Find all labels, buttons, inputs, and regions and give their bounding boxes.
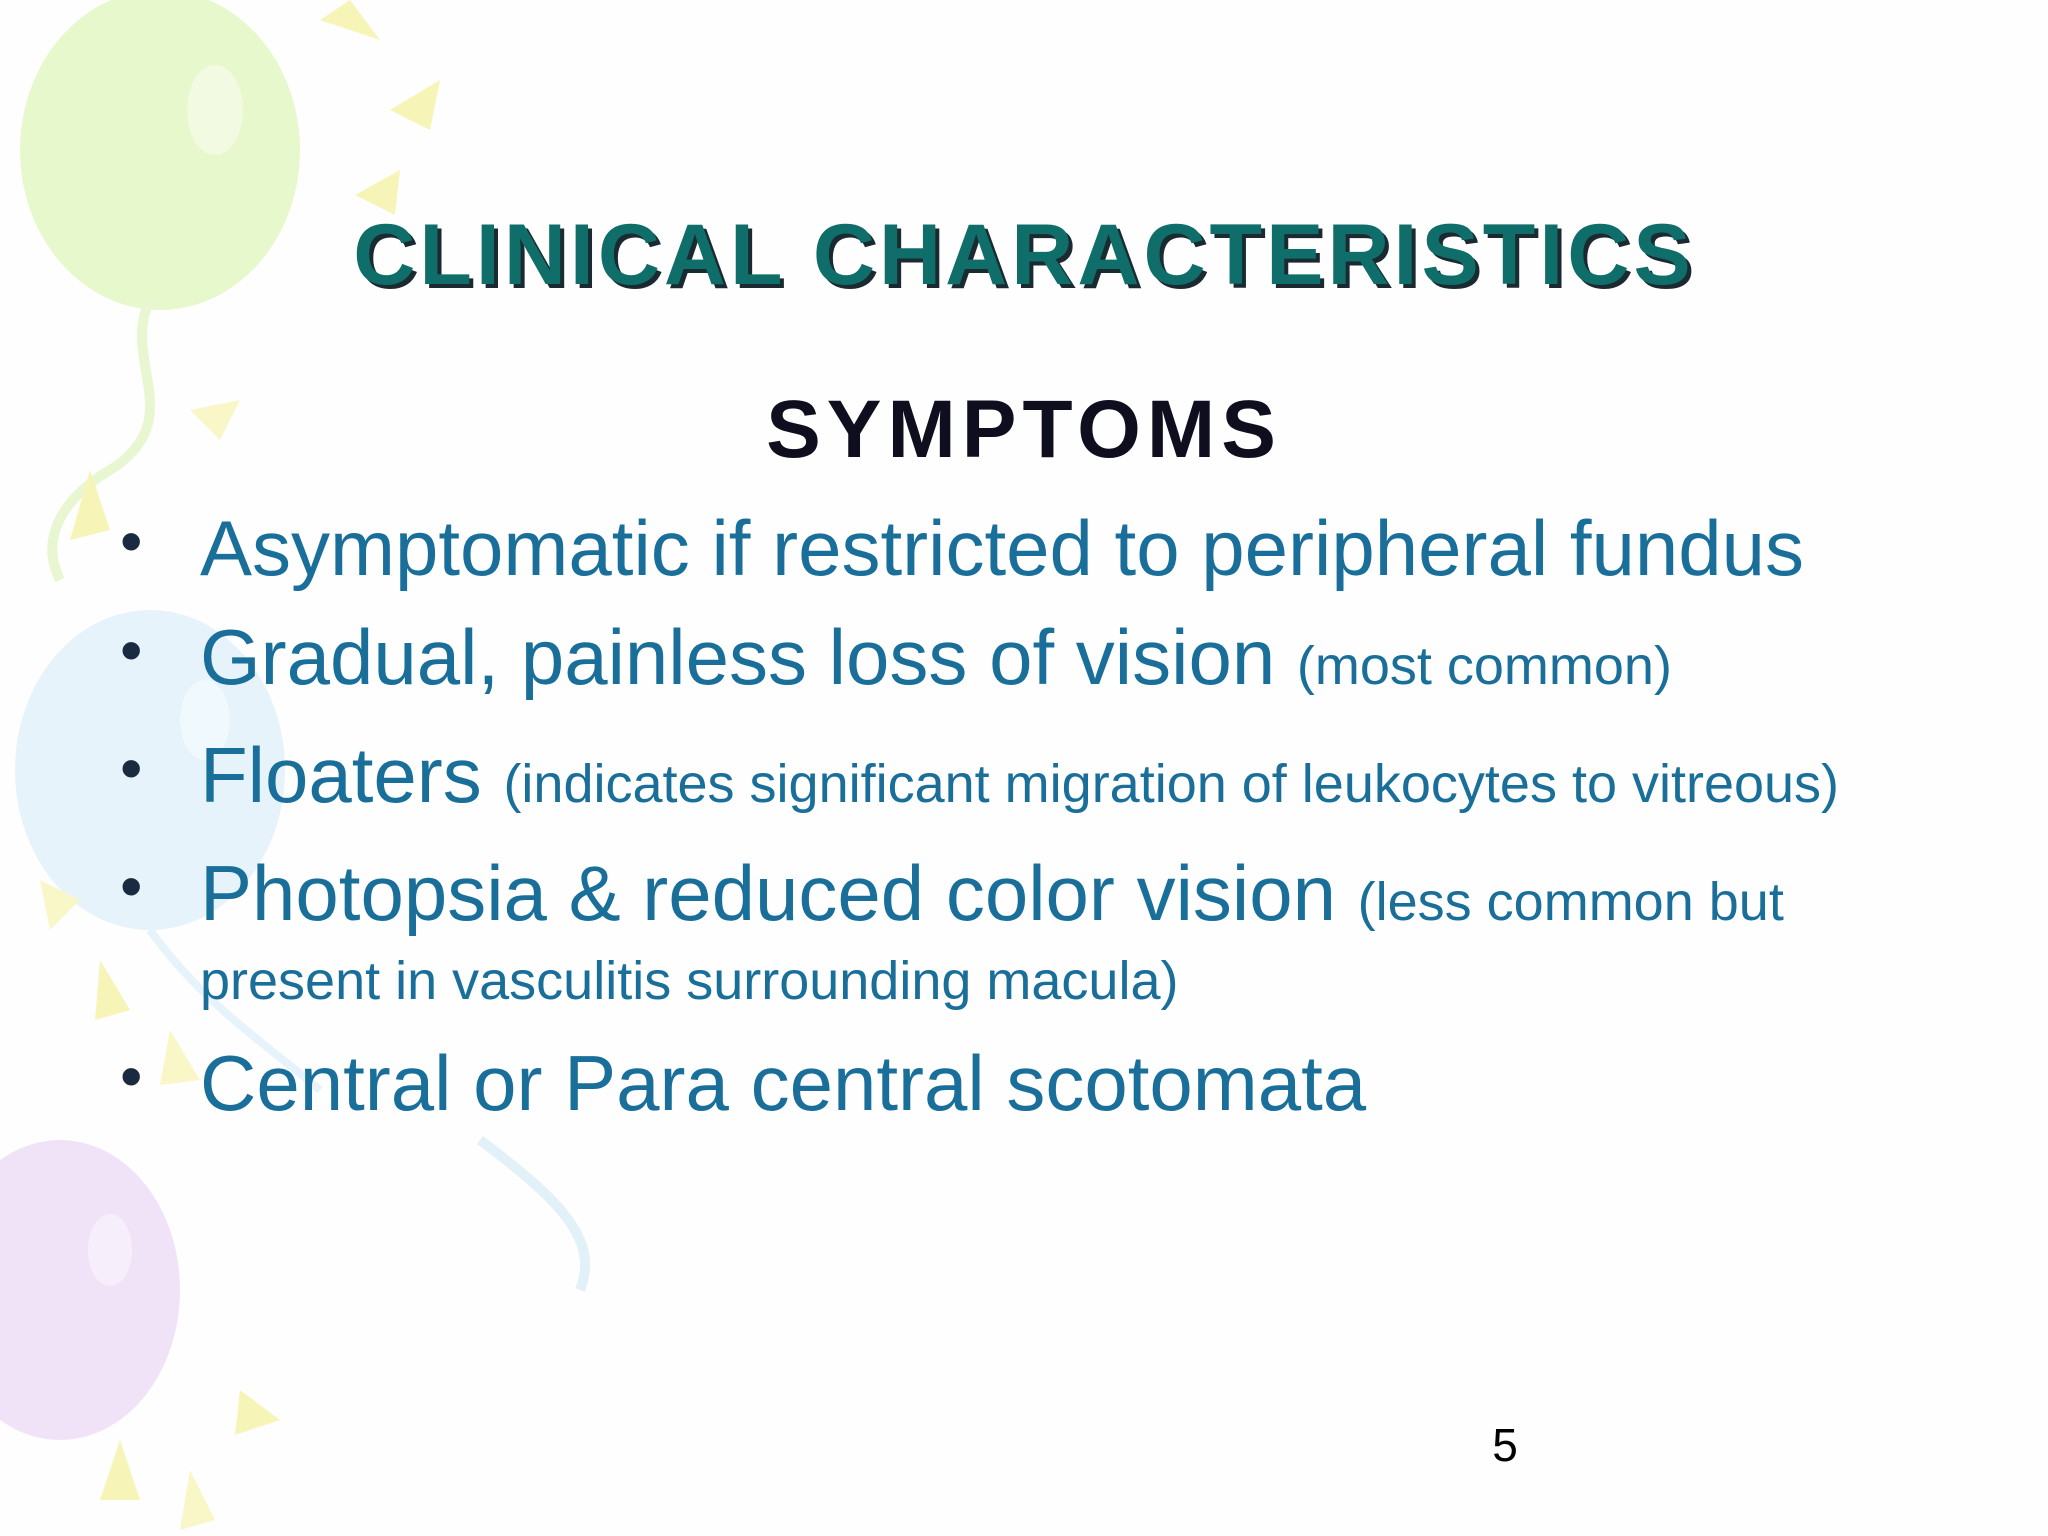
slide-title: CLINICAL CHARACTERISTICS: [353, 207, 1695, 303]
slide-subtitle: SYMPTOMS: [766, 384, 1282, 475]
bullet-item: [120, 505, 2000, 591]
bullet-item: [120, 1040, 2000, 1126]
bullet-item: [120, 614, 2000, 709]
symptoms-bullet-list: [120, 505, 2000, 1149]
bullet-main-text: Gradual, painless loss of vision: [200, 613, 1276, 701]
page-number: 5: [1492, 1419, 1518, 1471]
bullet-main-text: Central or Para central scotomata: [200, 1039, 1367, 1127]
bullet-note-text: (most common): [1296, 636, 1672, 696]
bullet-note-continuation: present in vasculitis surrounding macula): [200, 951, 1179, 1011]
bullet-note-text: (less common but: [1357, 872, 1784, 932]
bullet-note-text: (indicates significant migration of leukocytes to vitreous): [503, 754, 1840, 814]
bullet-dot-icon: •: [120, 732, 143, 804]
bullet-dot-icon: •: [120, 505, 143, 577]
purple-balloon: [0, 1140, 180, 1440]
bullet-item: [120, 850, 2000, 1017]
bullet-dot-icon: •: [120, 850, 143, 922]
bullet-dot-icon: •: [120, 1040, 143, 1112]
bullet-dot-icon: •: [120, 614, 143, 686]
bullet-main-text: Floaters: [200, 731, 482, 819]
streamer-shard: [320, 0, 380, 40]
bullet-item: [120, 732, 2000, 827]
bullet-main-text: Asymptomatic if restricted to peripheral fundus: [200, 504, 1805, 592]
bullet-main-text: Photopsia & reduced color vision: [200, 849, 1336, 937]
